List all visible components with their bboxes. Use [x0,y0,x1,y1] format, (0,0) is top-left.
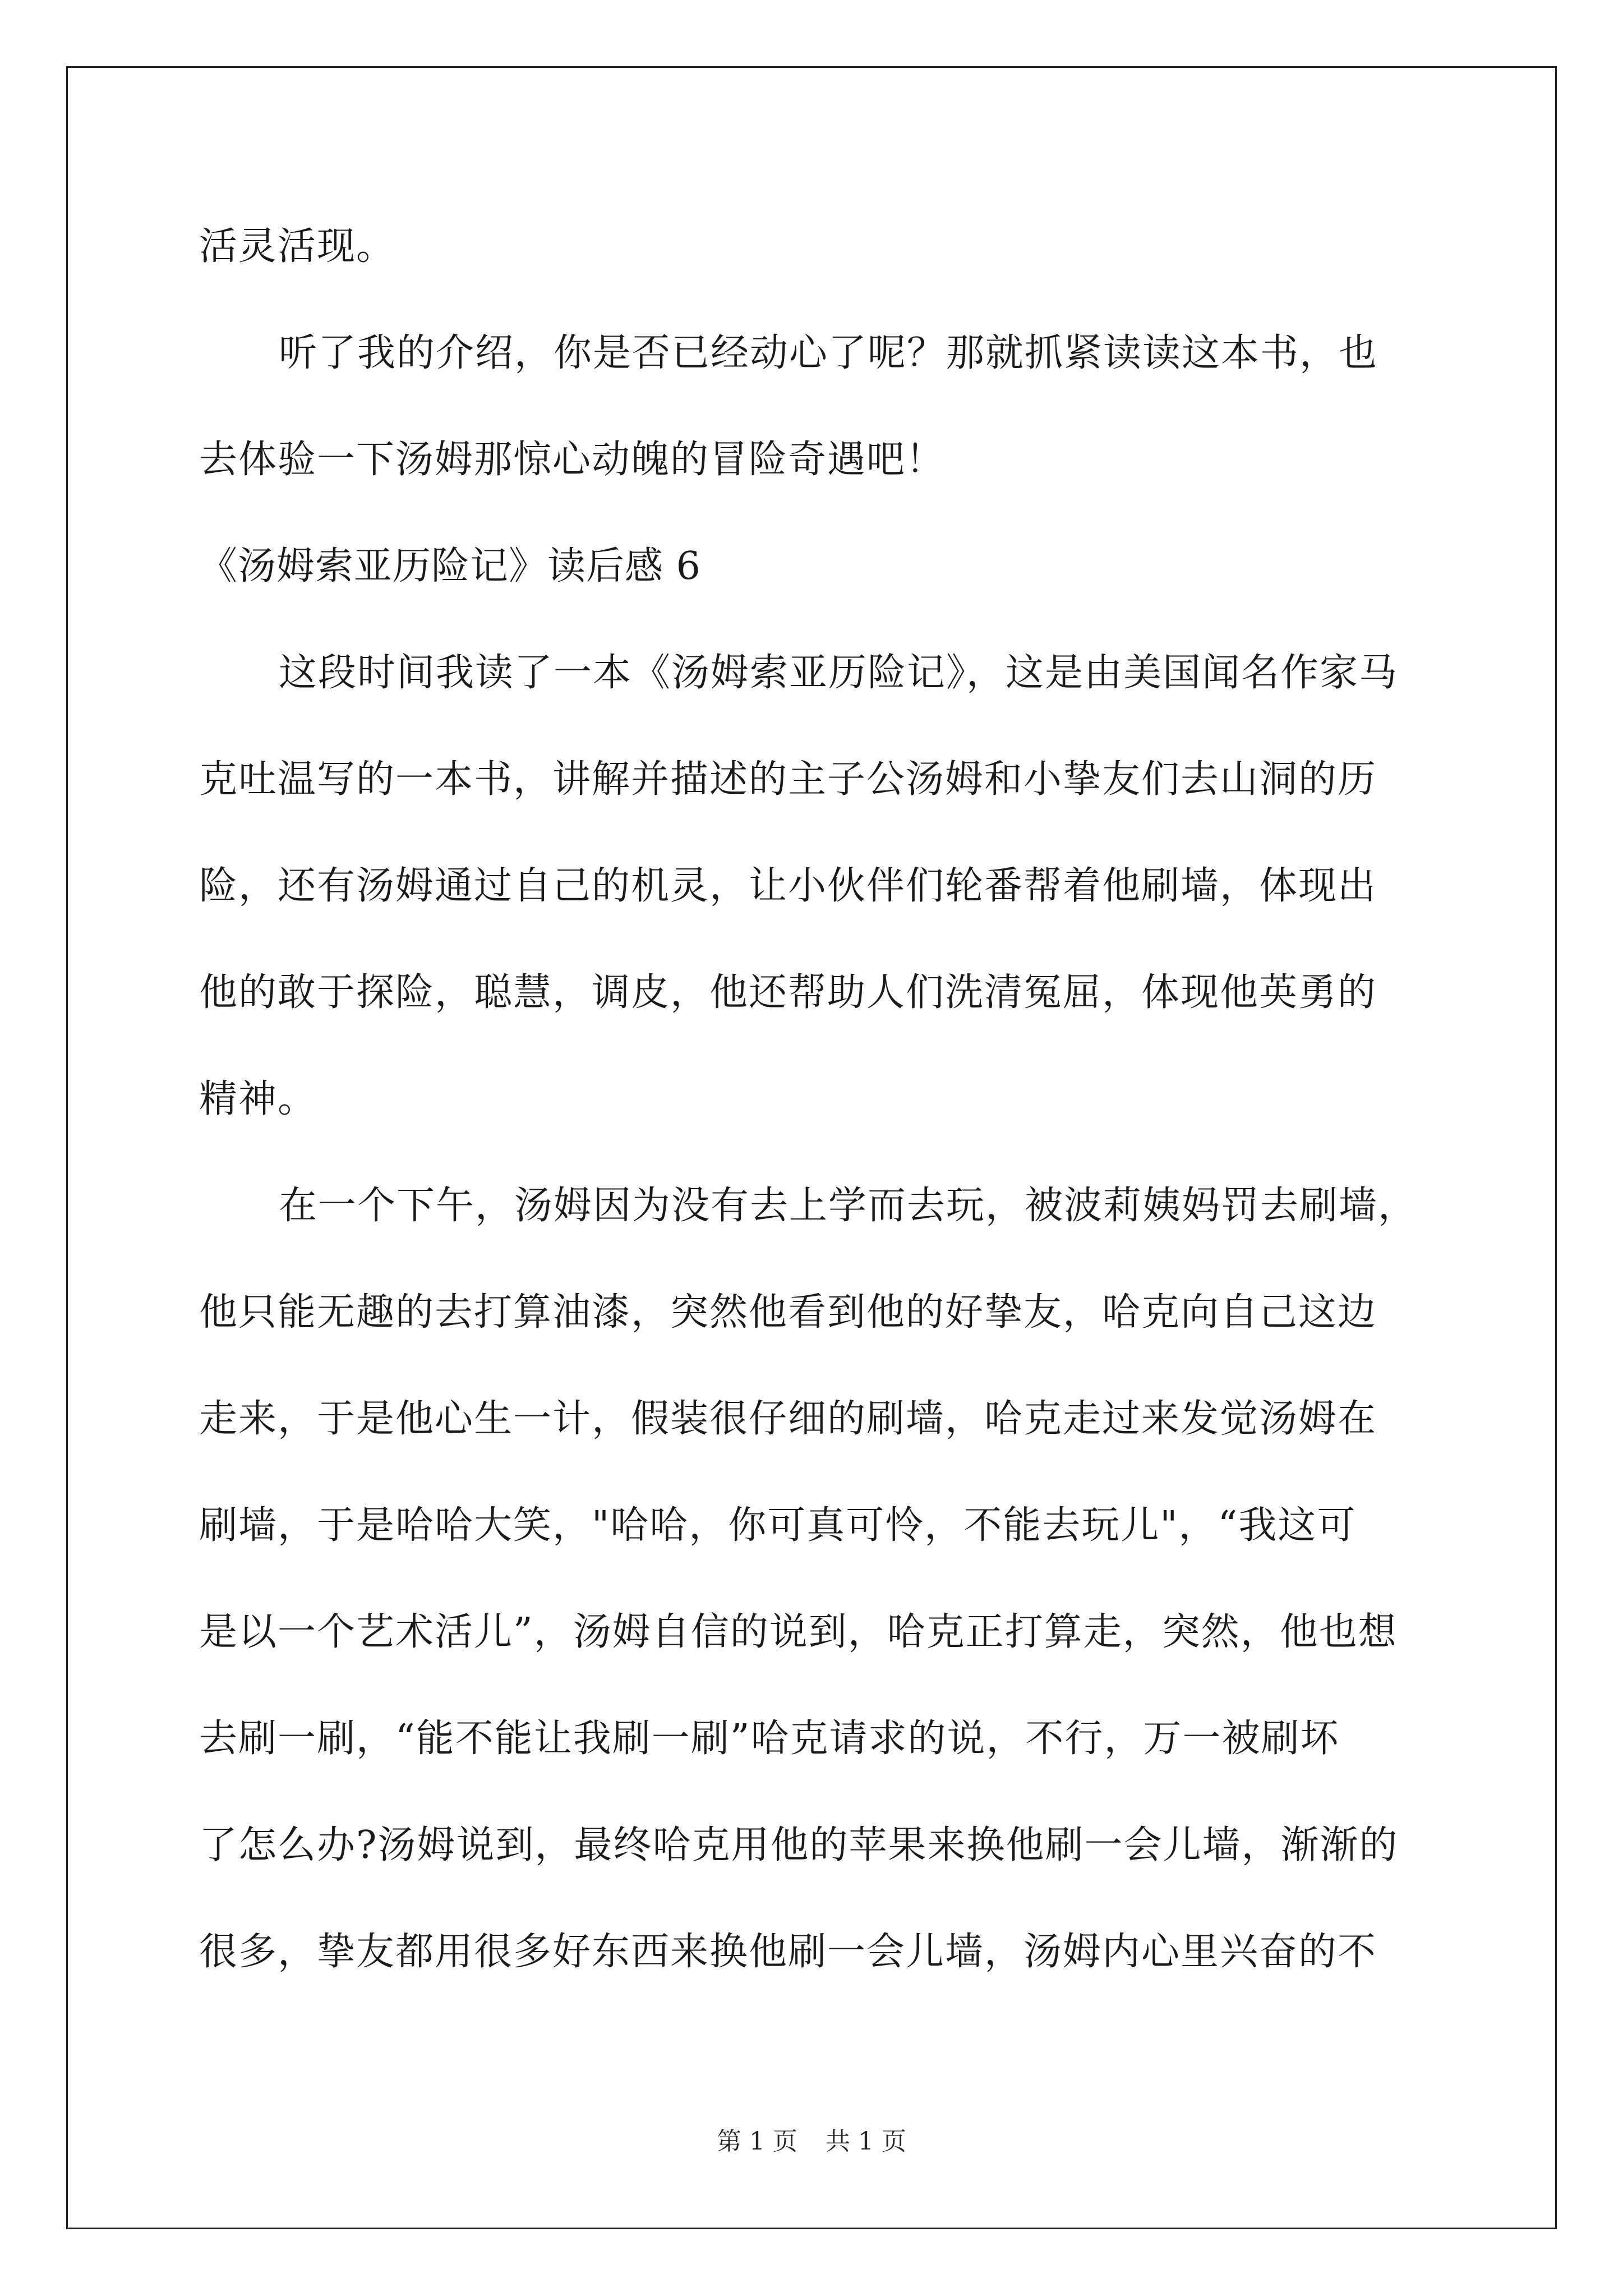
text-line: 精神。 [199,1077,317,1121]
text-line: 险，还有汤姆通过自己的机灵，让小伙伴们轮番帮着他刷墙，体现出 [199,864,1377,908]
text-line: 这段时间我读了一本《汤姆索亚历险记》，这是由美国闻名作家马 [279,651,1399,695]
text-line: 他只能无趣的去打算油漆，突然他看到他的好挚友，哈克向自己这边 [199,1290,1377,1335]
text-line: 听了我的介绍，你是否已经动心了呢？那就抓紧读读这本书，也 [279,331,1378,375]
text-line: 活灵活现。 [199,224,396,269]
page-footer [0,2125,1623,2159]
text-line: 他的敢于探险，聪慧，调皮，他还帮助人们洗清冤屈，体现他英勇的 [199,970,1377,1015]
text-line: 了怎么办?汤姆说到，最终哈克用他的苹果来换他刷一会儿墙，渐渐的 [199,1823,1399,1867]
text-line: 克吐温写的一本书，讲解并描述的主子公汤姆和小挚友们去山洞的历 [199,757,1377,802]
text-line: 刷墙，于是哈哈大笑，"哈哈，你可真可怜，不能去玩儿"，“我这可 [199,1503,1357,1548]
page-number: 第 1 页 [717,2127,797,2156]
section-heading: 《汤姆索亚历险记》读后感 6 [199,544,701,588]
page-total: 共 1 页 [826,2127,906,2156]
text-line: 去体验一下汤姆那惊心动魄的冒险奇遇吧！ [199,438,946,482]
text-line: 去刷一刷，“能不能让我刷一刷”哈克请求的说，不行，万一被刷坏 [199,1717,1340,1761]
document-body [199,202,1433,2014]
text-line: 是以一个艺术活儿”，汤姆自信的说到，哈克正打算走，突然，他也想 [199,1610,1398,1654]
text-line: 在一个下午，汤姆因为没有去上学而去玩，被波莉姨妈罚去刷墙， [279,1184,1418,1228]
text-line: 很多，挚友都用很多好东西来换他刷一会儿墙，汤姆内心里兴奋的不 [199,1930,1377,1974]
text-line: 走来，于是他心生一计，假装很仔细的刷墙，哈克走过来发觉汤姆在 [199,1397,1377,1441]
